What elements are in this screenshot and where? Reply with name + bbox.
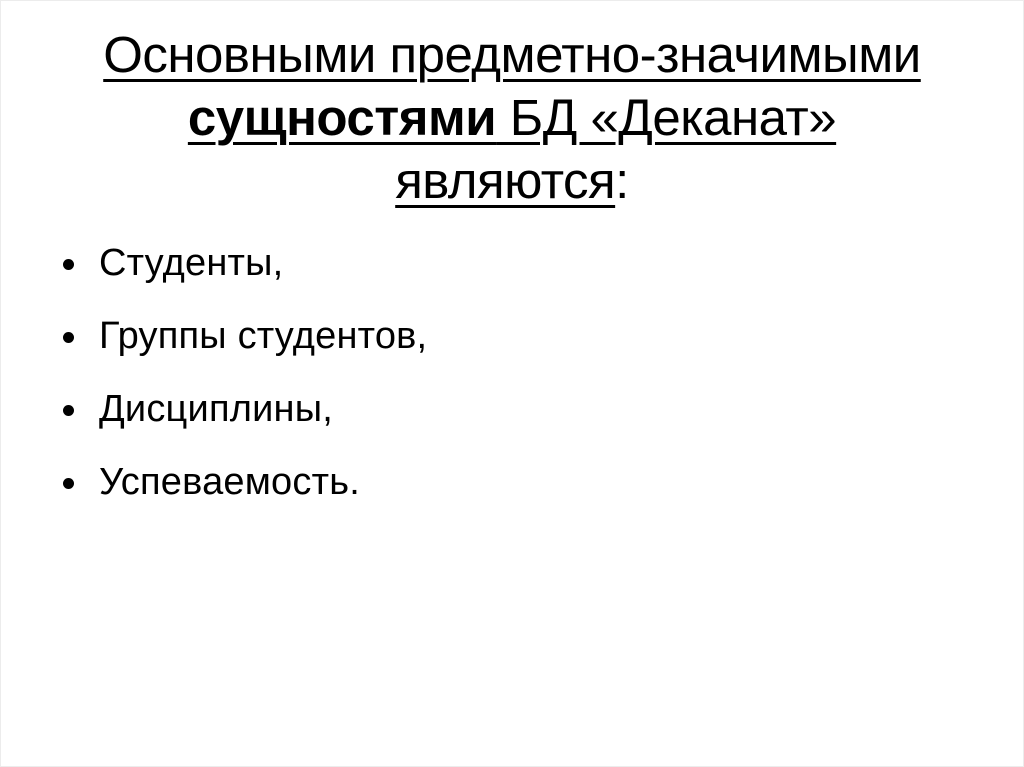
- title-colon: :: [615, 152, 629, 209]
- list-item: [63, 386, 1023, 432]
- list-item: [63, 240, 1023, 286]
- list-item: [63, 459, 1023, 505]
- title-text-underlined: БД «Деканат»: [496, 89, 837, 146]
- list-item: [63, 313, 1023, 359]
- title-text-bold-underlined: сущностями: [187, 89, 497, 146]
- title-text-underlined: Основными предметно-значимыми: [103, 26, 921, 83]
- bullet-list: [1, 240, 1023, 505]
- list-item-label: Дисциплины,: [99, 388, 333, 430]
- list-item-label: Группы студентов,: [99, 315, 428, 357]
- bullet-circle-icon: [63, 332, 74, 343]
- list-item-label: Успеваемость.: [99, 461, 360, 503]
- title-line-3: [1, 149, 1023, 212]
- bullet-circle-icon: [63, 405, 74, 416]
- title-text-underlined: являются: [395, 152, 616, 209]
- title-line-1: [1, 23, 1023, 86]
- title-line-2: [1, 86, 1023, 149]
- slide-title: [1, 1, 1023, 212]
- list-item-label: Студенты,: [99, 242, 284, 284]
- bullet-circle-icon: [63, 478, 74, 489]
- bullet-circle-icon: [63, 259, 74, 270]
